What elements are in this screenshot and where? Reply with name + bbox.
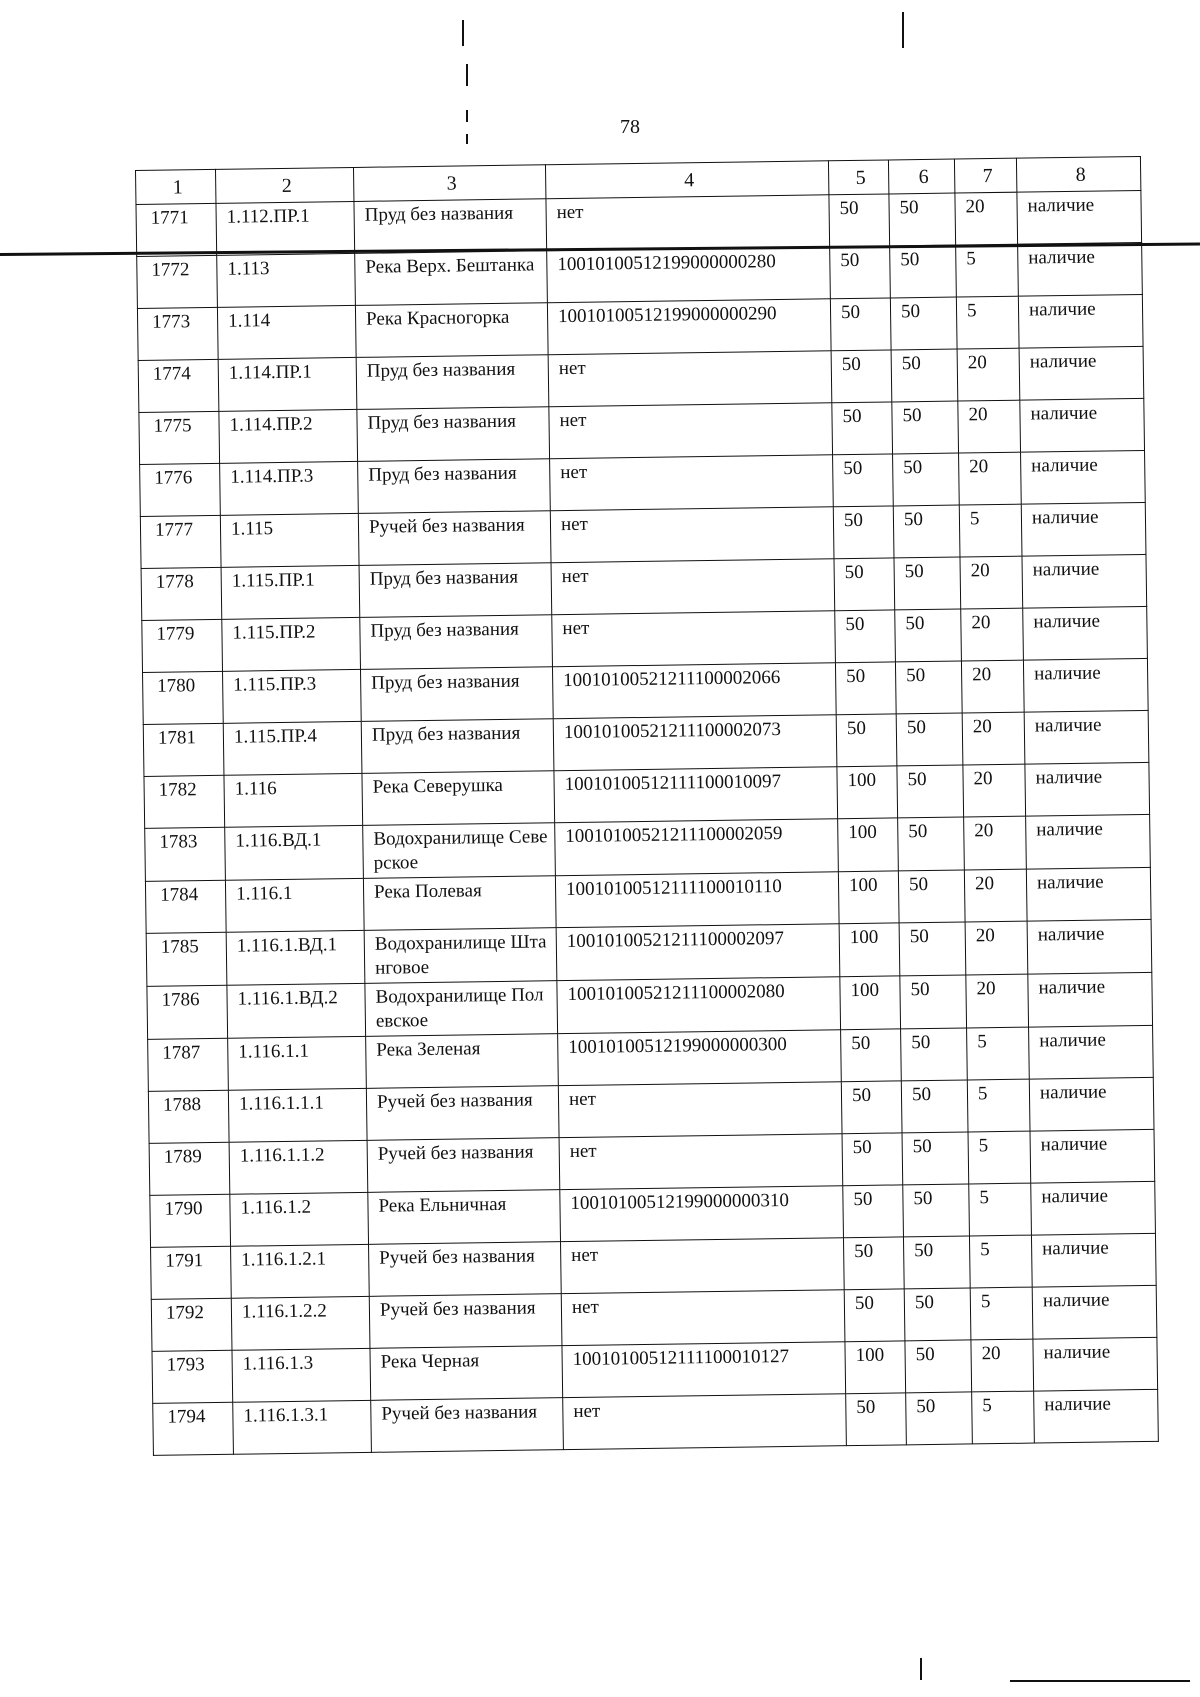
registry-code-cell: 10010100521211100002073 [553, 715, 837, 771]
col7-cell: 5 [956, 244, 1019, 297]
status-cell: наличие [1021, 450, 1146, 504]
col5-cell: 100 [838, 818, 899, 872]
column-header: 7 [954, 158, 1016, 193]
col5-cell: 50 [829, 194, 890, 247]
code-cell: 1.116.1.3 [232, 1348, 371, 1402]
col5-cell: 50 [841, 1029, 902, 1082]
scan-mark [466, 134, 468, 144]
col7-cell: 20 [957, 348, 1020, 401]
object-name-cell: Пруд без названия [360, 667, 553, 722]
row-number-cell: 1792 [151, 1298, 232, 1351]
code-cell: 1.114.ПР.3 [220, 461, 359, 515]
code-cell: 1.116.1.2.1 [231, 1244, 370, 1298]
object-name-cell: Водохранилище Северское [363, 823, 556, 879]
col7-cell: 20 [965, 921, 1028, 975]
code-cell: 1.115 [220, 513, 359, 567]
col6-cell: 50 [898, 817, 965, 871]
object-name-cell: Пруд без названия [360, 615, 553, 670]
registry-code-cell: 10010100521211100002080 [557, 977, 841, 1034]
status-cell: наличие [1033, 1337, 1158, 1391]
row-number-cell: 1782 [144, 775, 225, 828]
status-cell: наличие [1023, 606, 1148, 660]
col6-cell: 50 [900, 975, 967, 1029]
col6-cell: 50 [905, 1340, 972, 1393]
col5-cell: 50 [835, 662, 896, 715]
col5-cell: 100 [840, 976, 901, 1030]
object-name-cell: Река Черная [370, 1346, 563, 1401]
scan-mark [1010, 1680, 1190, 1682]
col6-cell: 50 [902, 1132, 969, 1185]
col7-cell: 20 [958, 400, 1021, 453]
col6-cell: 50 [892, 401, 959, 454]
col7-cell: 20 [955, 192, 1018, 245]
col6-cell: 50 [901, 1080, 968, 1133]
col6-cell: 50 [904, 1288, 971, 1341]
col6-cell: 50 [896, 713, 963, 766]
column-header: 1 [136, 169, 216, 204]
col7-cell: 5 [972, 1391, 1035, 1444]
col7-cell: 5 [967, 1027, 1030, 1080]
col5-cell: 50 [843, 1185, 904, 1238]
table-body [136, 190, 1158, 1455]
status-cell: наличие [1032, 1285, 1157, 1339]
object-name-cell: Ручей без названия [358, 511, 551, 566]
row-number-cell: 1794 [153, 1402, 234, 1455]
status-cell: наличие [1024, 710, 1149, 764]
scan-mark [920, 1658, 922, 1680]
registry-code-cell: 10010100521211100002059 [555, 819, 839, 876]
col7-cell: 20 [964, 869, 1027, 922]
row-number-cell: 1773 [137, 307, 218, 360]
col7-cell: 20 [961, 660, 1024, 713]
registry-code-cell: нет [551, 559, 835, 615]
col5-cell: 100 [838, 871, 899, 924]
status-cell: наличие [1034, 1389, 1159, 1443]
status-cell: наличие [1031, 1233, 1156, 1287]
code-cell: 1.116 [224, 773, 363, 827]
code-cell: 1.113 [217, 253, 356, 307]
col5-cell: 100 [845, 1341, 906, 1394]
col5-cell: 50 [844, 1289, 905, 1342]
scan-mark [462, 20, 464, 46]
registry-code-cell: нет [558, 1082, 842, 1138]
column-header: 8 [1016, 156, 1140, 192]
registry-code-cell: 10010100521211100002097 [556, 924, 840, 981]
row-number-cell: 1779 [142, 619, 223, 672]
column-header: 6 [888, 159, 954, 194]
registry-code-cell: нет [561, 1290, 845, 1346]
status-cell: наличие [1026, 867, 1151, 921]
scan-mark [466, 64, 468, 86]
col6-cell: 50 [906, 1392, 973, 1445]
col5-cell: 100 [839, 923, 900, 977]
col6-cell: 50 [901, 1028, 968, 1081]
status-cell: наличие [1031, 1181, 1156, 1235]
status-cell: наличие [1029, 1025, 1154, 1079]
column-header: 5 [828, 160, 888, 195]
object-name-cell: Ручей без названия [369, 1242, 562, 1297]
col5-cell: 50 [830, 246, 891, 299]
row-number-cell: 1776 [140, 463, 221, 516]
object-name-cell: Река Полевая [363, 876, 556, 931]
col6-cell: 50 [893, 453, 960, 506]
col5-cell: 50 [833, 454, 894, 507]
col5-cell: 50 [833, 506, 894, 559]
object-name-cell: Водохранилище Штанговое [364, 928, 557, 984]
registry-code-cell: 10010100512199000000290 [547, 299, 831, 355]
object-name-cell: Водохранилище Полевское [365, 981, 558, 1037]
object-name-cell: Пруд без названия [357, 407, 550, 462]
object-name-cell: Река Зеленая [366, 1034, 559, 1089]
code-cell: 1.116.1.ВД.1 [226, 930, 365, 985]
row-number-cell: 1771 [136, 203, 217, 256]
status-cell: наличие [1018, 294, 1143, 348]
object-name-cell: Река Ельничная [368, 1190, 561, 1245]
col7-cell: 20 [964, 816, 1027, 870]
col5-cell: 50 [834, 558, 895, 611]
col7-cell: 5 [970, 1287, 1033, 1340]
col6-cell: 50 [897, 765, 964, 818]
col7-cell: 5 [959, 504, 1022, 557]
object-name-cell: Пруд без названия [356, 355, 549, 410]
row-number-cell: 1781 [143, 723, 224, 776]
registry-code-cell: 10010100512111100010110 [555, 872, 839, 928]
status-cell: наличие [1017, 190, 1142, 244]
registry-code-cell: нет [550, 507, 834, 563]
scan-mark [466, 110, 468, 122]
row-number-cell: 1788 [148, 1090, 229, 1143]
code-cell: 1.116.1 [225, 878, 364, 932]
col5-cell: 50 [831, 350, 892, 403]
registry-code-cell: нет [561, 1238, 845, 1294]
code-cell: 1.114.ПР.1 [218, 357, 357, 411]
row-number-cell: 1789 [149, 1142, 230, 1195]
code-cell: 1.116.1.2.2 [231, 1296, 370, 1350]
code-cell: 1.115.ПР.4 [223, 721, 362, 775]
row-number-cell: 1775 [139, 411, 220, 464]
registry-code-cell: 10010100521211100002066 [552, 663, 836, 719]
col5-cell: 50 [842, 1133, 903, 1186]
col5-cell: 50 [830, 298, 891, 351]
col7-cell: 5 [969, 1183, 1032, 1236]
col6-cell: 50 [891, 349, 958, 402]
row-number-cell: 1790 [150, 1194, 231, 1247]
status-cell: наличие [1020, 398, 1145, 452]
col7-cell: 5 [967, 1079, 1030, 1132]
col6-cell: 50 [899, 922, 966, 976]
code-cell: 1.116.1.2 [230, 1192, 369, 1246]
col6-cell: 50 [893, 505, 960, 558]
col6-cell: 50 [890, 297, 957, 350]
col7-cell: 5 [969, 1235, 1032, 1288]
object-name-cell: Река Красногорка [355, 303, 548, 358]
code-cell: 1.116.1.3.1 [233, 1400, 372, 1454]
row-number-cell: 1784 [145, 880, 226, 933]
scan-mark [902, 12, 904, 48]
object-name-cell: Пруд без названия [358, 459, 551, 514]
row-number-cell: 1787 [148, 1038, 229, 1091]
col6-cell: 50 [889, 193, 956, 246]
code-cell: 1.116.ВД.1 [225, 825, 364, 880]
object-name-cell: Ручей без названия [369, 1294, 562, 1349]
status-cell: наличие [1018, 242, 1143, 296]
row-number-cell: 1791 [151, 1246, 232, 1299]
table-container [135, 156, 1158, 1456]
col7-cell: 20 [962, 712, 1025, 765]
status-cell: наличие [1021, 502, 1146, 556]
row-number-cell: 1783 [145, 827, 226, 881]
code-cell: 1.116.1.1.2 [229, 1140, 368, 1194]
data-table [135, 156, 1159, 1456]
page-number: 78 [620, 116, 640, 138]
row-number-cell: 1780 [143, 671, 224, 724]
col5-cell: 50 [836, 714, 897, 767]
col6-cell: 50 [894, 557, 961, 610]
code-cell: 1.116.1.1 [228, 1036, 367, 1090]
col7-cell: 20 [961, 608, 1024, 661]
col5-cell: 100 [837, 766, 898, 819]
object-name-cell: Ручей без названия [371, 1398, 564, 1453]
column-header: 4 [545, 161, 828, 199]
row-number-cell: 1785 [146, 932, 227, 986]
code-cell: 1.114 [217, 305, 356, 359]
object-name-cell: Река Верх. Бештанка [355, 251, 548, 306]
col7-cell: 5 [956, 296, 1019, 349]
status-cell: наличие [1028, 972, 1153, 1027]
col6-cell: 50 [895, 661, 962, 714]
code-cell: 1.116.1.ВД.2 [227, 983, 366, 1038]
object-name-cell: Пруд без названия [361, 719, 554, 774]
status-cell: наличие [1025, 762, 1150, 816]
code-cell: 1.116.1.1.1 [228, 1088, 367, 1142]
object-name-cell: Река Северушка [362, 771, 555, 826]
status-cell: наличие [1022, 554, 1147, 608]
code-cell: 1.115.ПР.2 [222, 617, 361, 671]
col5-cell: 50 [846, 1393, 907, 1446]
status-cell: наличие [1019, 346, 1144, 400]
registry-code-cell: нет [546, 195, 830, 251]
col7-cell: 20 [963, 764, 1026, 817]
row-number-cell: 1772 [137, 255, 218, 308]
row-number-cell: 1778 [141, 567, 222, 620]
col6-cell: 50 [903, 1236, 970, 1289]
col7-cell: 5 [968, 1131, 1031, 1184]
code-cell: 1.115.ПР.3 [223, 669, 362, 723]
status-cell: наличие [1030, 1129, 1155, 1183]
col7-cell: 20 [960, 556, 1023, 609]
registry-code-cell: 10010100512111100010127 [562, 1342, 846, 1398]
object-name-cell: Ручей без названия [367, 1138, 560, 1193]
row-number-cell: 1793 [152, 1350, 233, 1403]
registry-code-cell: 10010100512199000000280 [547, 247, 831, 303]
col7-cell: 20 [959, 452, 1022, 505]
code-cell: 1.114.ПР.2 [219, 409, 358, 463]
registry-code-cell: нет [552, 611, 836, 667]
code-cell: 1.112.ПР.1 [216, 201, 355, 255]
registry-code-cell: 10010100512199000000300 [558, 1030, 842, 1086]
status-cell: наличие [1023, 658, 1148, 712]
col5-cell: 50 [835, 610, 896, 663]
object-name-cell: Пруд без названия [359, 563, 552, 618]
col6-cell: 50 [898, 870, 965, 923]
registry-code-cell: нет [549, 403, 833, 459]
status-cell: наличие [1026, 814, 1151, 869]
registry-code-cell: нет [548, 351, 832, 407]
column-header: 3 [353, 165, 545, 202]
status-cell: наличие [1029, 1077, 1154, 1131]
row-number-cell: 1774 [138, 359, 219, 412]
row-number-cell: 1777 [140, 515, 221, 568]
registry-code-cell: нет [550, 455, 834, 511]
object-name-cell: Ручей без названия [366, 1086, 559, 1141]
col6-cell: 50 [895, 609, 962, 662]
object-name-cell: Пруд без названия [354, 199, 547, 254]
col5-cell: 50 [841, 1081, 902, 1134]
status-cell: наличие [1027, 919, 1152, 974]
registry-code-cell: нет [563, 1394, 847, 1450]
registry-code-cell: 10010100512111100010097 [554, 767, 838, 823]
col6-cell: 50 [903, 1184, 970, 1237]
registry-code-cell: 10010100512199000000310 [560, 1186, 844, 1242]
col5-cell: 50 [843, 1237, 904, 1290]
col7-cell: 20 [966, 974, 1029, 1028]
code-cell: 1.115.ПР.1 [221, 565, 360, 619]
col5-cell: 50 [832, 402, 893, 455]
registry-code-cell: нет [559, 1134, 843, 1190]
col7-cell: 20 [971, 1339, 1034, 1392]
col6-cell: 50 [890, 245, 957, 298]
row-number-cell: 1786 [147, 985, 228, 1039]
column-header: 2 [215, 167, 353, 203]
